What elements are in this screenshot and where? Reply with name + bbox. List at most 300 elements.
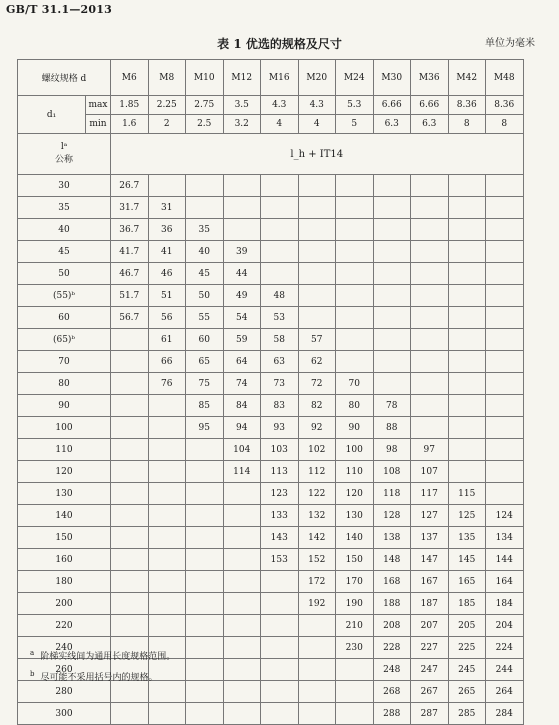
value-cell [373, 175, 411, 197]
value-cell [223, 703, 261, 725]
d1-max-cell: 6.66 [373, 96, 411, 115]
value-cell: 40 [186, 241, 224, 263]
length-cell: 260 [18, 659, 111, 681]
table-row [18, 703, 524, 725]
value-cell: 63 [261, 351, 299, 373]
value-cell [336, 681, 374, 703]
table-row [18, 527, 524, 549]
length-cell: 240 [18, 637, 111, 659]
length-cell: 140 [18, 505, 111, 527]
length-cell: 300 [18, 703, 111, 725]
d1-min-cell: 8 [448, 115, 486, 134]
value-cell [373, 329, 411, 351]
value-cell [111, 483, 149, 505]
value-cell [298, 703, 336, 725]
col-header: M8 [148, 60, 186, 96]
value-cell: 48 [261, 285, 299, 307]
value-cell: 93 [261, 417, 299, 439]
value-cell [448, 351, 486, 373]
value-cell [186, 549, 224, 571]
value-cell: 31.7 [111, 197, 149, 219]
value-cell: 138 [373, 527, 411, 549]
col-header: M6 [111, 60, 149, 96]
value-cell: 82 [298, 395, 336, 417]
value-cell [448, 439, 486, 461]
value-cell [486, 483, 524, 505]
value-cell: 46 [148, 263, 186, 285]
value-cell [261, 637, 299, 659]
d1-min-cell: 2.5 [186, 115, 224, 134]
value-cell [298, 659, 336, 681]
length-cell: 110 [18, 439, 111, 461]
table-row [18, 285, 524, 307]
value-cell: 44 [223, 263, 261, 285]
value-cell: 170 [336, 571, 374, 593]
value-cell [148, 461, 186, 483]
value-cell [486, 307, 524, 329]
value-cell [336, 219, 374, 241]
d1-max-cell: 5.3 [336, 96, 374, 115]
value-cell: 264 [486, 681, 524, 703]
value-cell: 130 [336, 505, 374, 527]
value-cell: 153 [261, 549, 299, 571]
value-cell [298, 615, 336, 637]
value-cell [148, 593, 186, 615]
value-cell: 45 [186, 263, 224, 285]
value-cell: 92 [298, 417, 336, 439]
length-cell: 130 [18, 483, 111, 505]
value-cell: 140 [336, 527, 374, 549]
value-cell [223, 549, 261, 571]
value-cell: 46.7 [111, 263, 149, 285]
value-cell [261, 593, 299, 615]
d1-min-cell: 4 [261, 115, 299, 134]
value-cell: 115 [448, 483, 486, 505]
value-cell: 65 [186, 351, 224, 373]
value-cell: 114 [223, 461, 261, 483]
value-cell: 227 [411, 637, 449, 659]
d1-min-cell: 2 [148, 115, 186, 134]
value-cell: 41 [148, 241, 186, 263]
value-cell: 205 [448, 615, 486, 637]
value-cell [298, 681, 336, 703]
d1-max-cell: 3.5 [223, 96, 261, 115]
footnotes [30, 645, 175, 687]
length-cell: 220 [18, 615, 111, 637]
length-label [18, 134, 111, 175]
value-cell [448, 461, 486, 483]
value-cell [448, 197, 486, 219]
value-cell: 287 [411, 703, 449, 725]
value-cell [111, 439, 149, 461]
value-cell [223, 505, 261, 527]
table-row [18, 395, 524, 417]
value-cell: 148 [373, 549, 411, 571]
value-cell: 142 [298, 527, 336, 549]
footnote-a [30, 645, 175, 666]
value-cell: 132 [298, 505, 336, 527]
value-cell: 50 [186, 285, 224, 307]
length-cell: (65)ᵇ [18, 329, 111, 351]
max-label: max [86, 96, 111, 115]
value-cell: 120 [336, 483, 374, 505]
value-cell [186, 527, 224, 549]
value-cell [298, 263, 336, 285]
value-cell [261, 197, 299, 219]
min-label: min [86, 115, 111, 134]
table-row [18, 417, 524, 439]
value-cell [336, 241, 374, 263]
value-cell: 190 [336, 593, 374, 615]
value-cell [148, 417, 186, 439]
table-row [18, 461, 524, 483]
value-cell [261, 659, 299, 681]
length-cell: 70 [18, 351, 111, 373]
value-cell [111, 329, 149, 351]
value-cell [111, 527, 149, 549]
value-cell [261, 263, 299, 285]
value-cell: 113 [261, 461, 299, 483]
value-cell [186, 571, 224, 593]
value-cell [223, 197, 261, 219]
value-cell [261, 241, 299, 263]
d1-max-cell: 2.25 [148, 96, 186, 115]
d1-max-cell: 8.36 [486, 96, 524, 115]
formula: l_h + IT14 [111, 134, 524, 175]
value-cell [186, 593, 224, 615]
value-cell [486, 439, 524, 461]
value-cell [223, 593, 261, 615]
value-cell: 112 [298, 461, 336, 483]
value-cell [261, 175, 299, 197]
col-header: M16 [261, 60, 299, 96]
value-cell: 145 [448, 549, 486, 571]
d1-min-row [18, 115, 524, 134]
value-cell [411, 417, 449, 439]
table-row [18, 197, 524, 219]
value-cell [448, 417, 486, 439]
d1-min-cell: 1.6 [111, 115, 149, 134]
value-cell: 144 [486, 549, 524, 571]
value-cell: 66 [148, 351, 186, 373]
col-header: M48 [486, 60, 524, 96]
col-header: M20 [298, 60, 336, 96]
table-row [18, 329, 524, 351]
length-cell: 40 [18, 219, 111, 241]
value-cell [486, 285, 524, 307]
value-cell: 51.7 [111, 285, 149, 307]
table-row [18, 505, 524, 527]
length-cell: 80 [18, 373, 111, 395]
d1-min-cell: 6.3 [411, 115, 449, 134]
value-cell: 103 [261, 439, 299, 461]
value-cell: 102 [298, 439, 336, 461]
value-cell: 168 [373, 571, 411, 593]
value-cell: 284 [486, 703, 524, 725]
value-cell: 134 [486, 527, 524, 549]
value-cell [336, 329, 374, 351]
d1-min-cell: 3.2 [223, 115, 261, 134]
table-row [18, 571, 524, 593]
value-cell: 208 [373, 615, 411, 637]
value-cell [261, 571, 299, 593]
d1-max-cell: 4.3 [261, 96, 299, 115]
d1-max-cell: 1.85 [111, 96, 149, 115]
value-cell: 26.7 [111, 175, 149, 197]
value-cell [448, 329, 486, 351]
value-cell [486, 417, 524, 439]
value-cell [486, 351, 524, 373]
length-cell: 100 [18, 417, 111, 439]
value-cell: 58 [261, 329, 299, 351]
value-cell [223, 681, 261, 703]
value-cell: 94 [223, 417, 261, 439]
value-cell: 192 [298, 593, 336, 615]
value-cell: 110 [336, 461, 374, 483]
length-cell: 280 [18, 681, 111, 703]
value-cell [411, 285, 449, 307]
d1-max-cell: 6.66 [411, 96, 449, 115]
header-row [18, 60, 524, 96]
col-header: M24 [336, 60, 374, 96]
table-row [18, 593, 524, 615]
standard-id: GB/T 31.1—2013 [6, 3, 112, 16]
value-cell: 85 [186, 395, 224, 417]
value-cell: 124 [486, 505, 524, 527]
value-cell: 97 [411, 439, 449, 461]
value-cell [298, 637, 336, 659]
value-cell [373, 197, 411, 219]
value-cell: 70 [336, 373, 374, 395]
value-cell [148, 571, 186, 593]
value-cell [336, 175, 374, 197]
value-cell: 230 [336, 637, 374, 659]
value-cell [111, 505, 149, 527]
d1-max-row [18, 96, 524, 115]
value-cell [148, 483, 186, 505]
value-cell: 245 [448, 659, 486, 681]
value-cell [486, 461, 524, 483]
value-cell: 165 [448, 571, 486, 593]
value-cell [148, 175, 186, 197]
value-cell: 188 [373, 593, 411, 615]
value-cell: 167 [411, 571, 449, 593]
value-cell [411, 329, 449, 351]
value-cell [261, 219, 299, 241]
col-header: M36 [411, 60, 449, 96]
table-row [18, 373, 524, 395]
value-cell: 185 [448, 593, 486, 615]
value-cell [486, 395, 524, 417]
value-cell: 51 [148, 285, 186, 307]
d1-max-cell: 2.75 [186, 96, 224, 115]
value-cell [411, 197, 449, 219]
value-cell: 60 [186, 329, 224, 351]
length-cell: 45 [18, 241, 111, 263]
footnote-mark: b [30, 670, 35, 678]
value-cell [111, 571, 149, 593]
d1-min-cell: 4 [298, 115, 336, 134]
table-row [18, 241, 524, 263]
value-cell [373, 373, 411, 395]
footnote-b [30, 666, 175, 687]
value-cell [411, 351, 449, 373]
value-cell: 84 [223, 395, 261, 417]
value-cell [186, 483, 224, 505]
value-cell [111, 373, 149, 395]
value-cell: 36.7 [111, 219, 149, 241]
value-cell [411, 219, 449, 241]
value-cell: 80 [336, 395, 374, 417]
value-cell: 104 [223, 439, 261, 461]
value-cell [448, 307, 486, 329]
value-cell [186, 681, 224, 703]
value-cell: 204 [486, 615, 524, 637]
col-header: M12 [223, 60, 261, 96]
value-cell: 83 [261, 395, 299, 417]
value-cell [223, 175, 261, 197]
value-cell [223, 527, 261, 549]
length-header-row [18, 134, 524, 175]
value-cell [298, 219, 336, 241]
value-cell: 56.7 [111, 307, 149, 329]
value-cell: 150 [336, 549, 374, 571]
value-cell [111, 593, 149, 615]
value-cell: 127 [411, 505, 449, 527]
value-cell: 228 [373, 637, 411, 659]
value-cell [448, 219, 486, 241]
col-header: M10 [186, 60, 224, 96]
value-cell: 62 [298, 351, 336, 373]
value-cell [111, 549, 149, 571]
table-row [18, 219, 524, 241]
value-cell [448, 373, 486, 395]
value-cell [223, 615, 261, 637]
value-cell [448, 285, 486, 307]
footnote-text: 尽可能不采用括号内的规格。 [40, 673, 158, 683]
value-cell [111, 461, 149, 483]
value-cell: 267 [411, 681, 449, 703]
table-row [18, 175, 524, 197]
table-row [18, 615, 524, 637]
value-cell [411, 307, 449, 329]
value-cell: 184 [486, 593, 524, 615]
value-cell: 31 [148, 197, 186, 219]
length-cell: 60 [18, 307, 111, 329]
value-cell: 61 [148, 329, 186, 351]
table-row [18, 439, 524, 461]
value-cell: 72 [298, 373, 336, 395]
length-cell: 180 [18, 571, 111, 593]
value-cell: 135 [448, 527, 486, 549]
value-cell [486, 373, 524, 395]
value-cell [148, 615, 186, 637]
value-cell: 244 [486, 659, 524, 681]
value-cell: 74 [223, 373, 261, 395]
value-cell [486, 329, 524, 351]
value-cell: 225 [448, 637, 486, 659]
value-cell: 53 [261, 307, 299, 329]
value-cell [186, 659, 224, 681]
value-cell [223, 219, 261, 241]
length-label-top: lᵃ [60, 142, 68, 152]
length-label-bottom: 公称 [54, 155, 73, 165]
value-cell: 152 [298, 549, 336, 571]
value-cell: 90 [336, 417, 374, 439]
value-cell: 64 [223, 351, 261, 373]
table-row [18, 307, 524, 329]
footnote-text: 阶梯实线间为通用长度规格范围。 [40, 652, 176, 662]
value-cell: 137 [411, 527, 449, 549]
dimension-table [17, 59, 524, 725]
value-cell: 59 [223, 329, 261, 351]
value-cell: 288 [373, 703, 411, 725]
value-cell [411, 263, 449, 285]
value-cell: 88 [373, 417, 411, 439]
value-cell [186, 615, 224, 637]
value-cell: 118 [373, 483, 411, 505]
value-cell: 268 [373, 681, 411, 703]
value-cell: 207 [411, 615, 449, 637]
value-cell [148, 395, 186, 417]
value-cell: 98 [373, 439, 411, 461]
value-cell [448, 241, 486, 263]
value-cell [148, 505, 186, 527]
thread-spec-label: 螺纹规格 d [18, 60, 111, 96]
value-cell [298, 175, 336, 197]
value-cell: 133 [261, 505, 299, 527]
value-cell: 210 [336, 615, 374, 637]
value-cell: 100 [336, 439, 374, 461]
value-cell: 41.7 [111, 241, 149, 263]
value-cell: 57 [298, 329, 336, 351]
value-cell [411, 175, 449, 197]
value-cell [223, 637, 261, 659]
unit-label: 单位为毫米 [485, 38, 535, 49]
length-cell: 35 [18, 197, 111, 219]
col-header: M30 [373, 60, 411, 96]
value-cell [336, 351, 374, 373]
value-cell [373, 351, 411, 373]
d1-label: d₁ [18, 96, 86, 134]
value-cell: 117 [411, 483, 449, 505]
value-cell [486, 219, 524, 241]
value-cell: 36 [148, 219, 186, 241]
value-cell [186, 505, 224, 527]
value-cell: 125 [448, 505, 486, 527]
value-cell [186, 461, 224, 483]
length-cell: 30 [18, 175, 111, 197]
value-cell [486, 175, 524, 197]
value-cell: 107 [411, 461, 449, 483]
value-cell [448, 175, 486, 197]
length-cell: 120 [18, 461, 111, 483]
value-cell: 265 [448, 681, 486, 703]
value-cell [111, 351, 149, 373]
length-cell: 90 [18, 395, 111, 417]
value-cell [336, 307, 374, 329]
value-cell [298, 197, 336, 219]
value-cell [261, 615, 299, 637]
value-cell: 187 [411, 593, 449, 615]
value-cell: 73 [261, 373, 299, 395]
value-cell: 39 [223, 241, 261, 263]
length-cell: 150 [18, 527, 111, 549]
col-header: M42 [448, 60, 486, 96]
d1-min-cell: 6.3 [373, 115, 411, 134]
length-cell: (55)ᵇ [18, 285, 111, 307]
value-cell [373, 263, 411, 285]
